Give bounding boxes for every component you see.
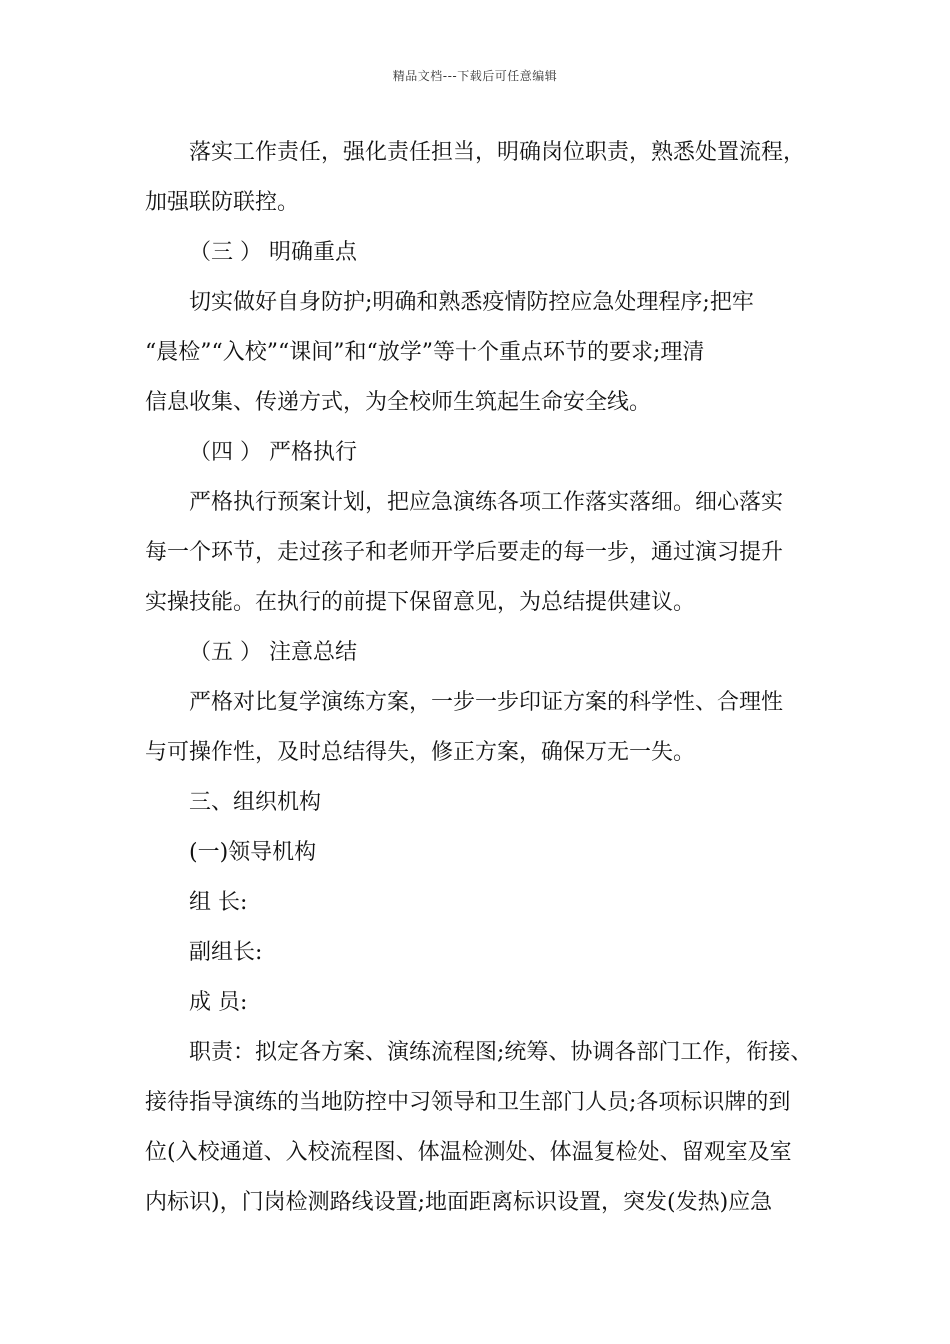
paragraph-line: 接待指导演练的当地防控中习领导和卫生部门人员;各项标识牌的到	[145, 1090, 791, 1115]
paragraph-line: 位(入校通道、入校流程图、体温检测处、体温复检处、留观室及室	[145, 1140, 792, 1165]
section-heading: 三、组织机构	[189, 790, 322, 815]
section-heading: （四 ） 严格执行	[189, 440, 357, 465]
paragraph-line: “晨检”“入校”“课间”和“放学”等十个重点环节的要求;理清	[145, 340, 705, 365]
paragraph-line: 实操技能。在执行的前提下保留意见，为总结提供建议。	[145, 590, 696, 615]
paragraph-line: 每一个环节，走过孩子和老师开学后要走的每一步，通过演习提升	[145, 540, 784, 565]
document-body	[145, 128, 815, 1228]
paragraph-line: 信息收集、传递方式，为全校师生筑起生命安全线。	[145, 390, 652, 415]
role-label: 组 长:	[189, 890, 248, 915]
paragraph-line: 加强联防联控。	[145, 190, 300, 215]
subsection-heading: (一)领导机构	[189, 840, 317, 865]
page-header: 精品文档---下载后可任意编辑	[392, 69, 558, 83]
role-label: 副组长:	[189, 940, 263, 965]
section-heading: （三 ） 明确重点	[189, 240, 357, 265]
paragraph-line: 内标识)，门岗检测路线设置;地面距离标识设置，突发(发热)应急	[145, 1190, 773, 1215]
section-heading: （五 ） 注意总结	[189, 640, 357, 665]
paragraph-line: 落实工作责任，强化责任担当，明确岗位职责，熟悉处置流程，	[189, 140, 806, 165]
paragraph-line: 严格执行预案计划，把应急演练各项工作落实落细。细心落实	[189, 490, 784, 515]
paragraph-line: 职责：拟定各方案、演练流程图;统筹、协调各部门工作，衔接、	[189, 1040, 813, 1065]
role-label: 成 员:	[189, 990, 248, 1015]
paragraph-line: 严格对比复学演练方案，一步一步印证方案的科学性、合理性	[189, 690, 784, 715]
paragraph-line: 切实做好自身防护;明确和熟悉疫情防控应急处理程序;把牢	[189, 290, 754, 315]
paragraph-line: 与可操作性，及时总结得失，修正方案，确保万无一失。	[145, 740, 696, 765]
